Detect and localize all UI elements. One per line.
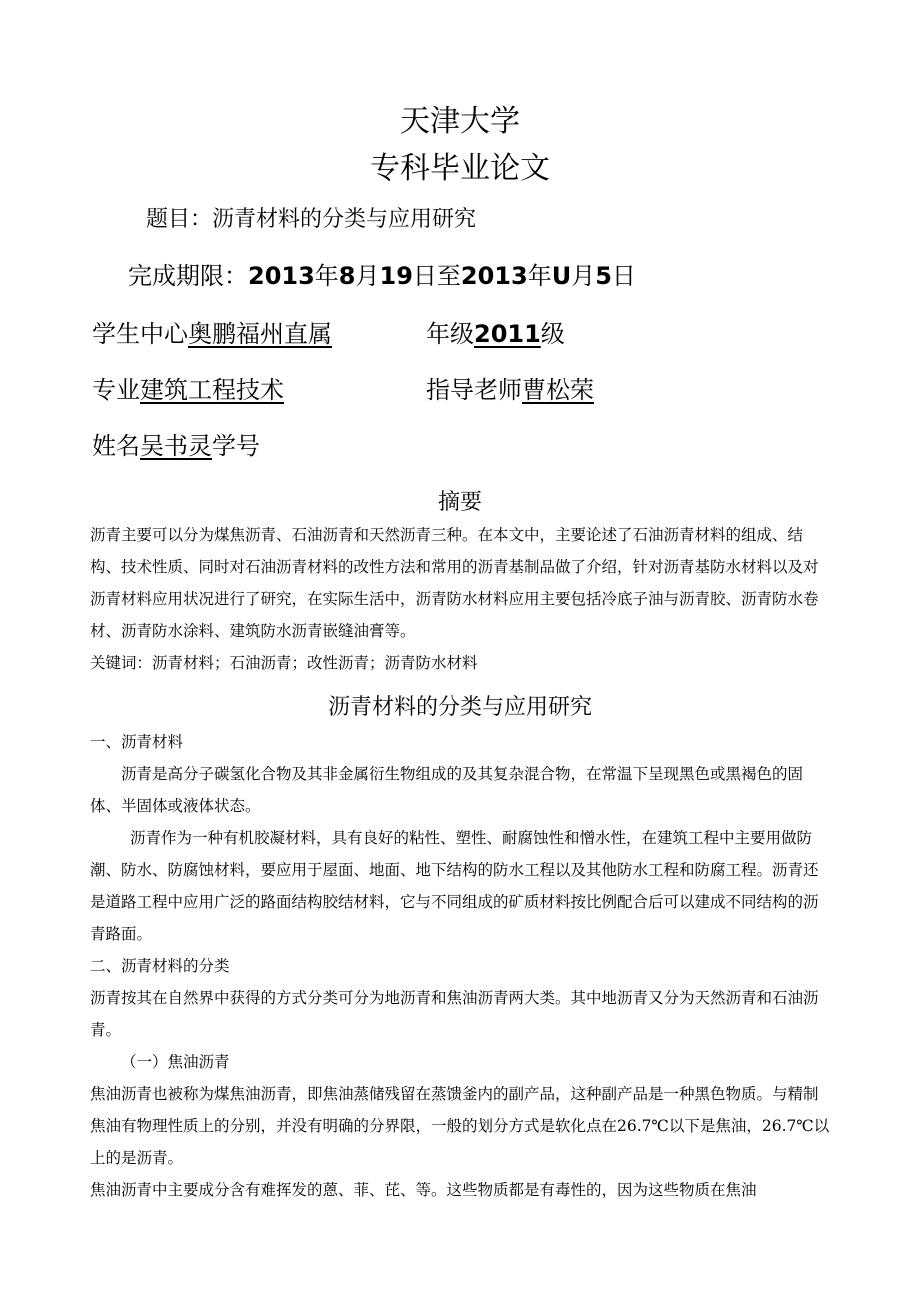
period-text: 月 [355,262,380,290]
period-end-year: 2013 [460,262,528,290]
subsection-1-title: （一）焦油沥青 [121,1053,230,1071]
abstract-text: 沥青主要可以分为煤焦沥青、石油沥青和天然沥青三种。在本文中，主要论述了石油沥青材料的组成、结构、技术性质、同时对石油沥青材料的改性方法和常用的沥青基制品做了介绍，针对沥青基防水材料以及对沥青材料应用状况进行了研究，在实际生活中，沥青防水材料应用主要包括冷底子油与沥青胶、沥青防水卷材、沥青防水涂料、建筑防水沥青嵌缝油膏等。 [90,526,819,640]
period-label: 完成期限： [128,262,248,290]
grade-label: 年级 [426,320,474,348]
period-text: 日 [611,262,636,290]
major-value: 建筑工程技术 [140,376,284,404]
student-center-line [92,314,332,349]
subject-line [146,202,476,233]
section-2-paragraph-1: 沥青按其在自然界中获得的方式分类可分为地沥青和焦油沥青两大类。其中地沥青又分为天然沥青和石油沥青。 [90,989,819,1039]
thesis-type-title: 专科毕业论文 [370,151,550,186]
subject-value: 沥青材料的分类与应用研究 [212,207,477,232]
student-id-label: 学号 [212,432,260,460]
section-1-paragraph-1: 沥青是高分子碳氢化合物及其非金属衍生物组成的及其复杂混合物，在常温下呈现黑色或黑褐色的固体、半固体或液体状态。 [90,765,804,815]
period-text: 月 [571,262,596,290]
major-line [92,370,284,405]
period-start-month: 8 [338,262,356,290]
section-2-paragraph-3: 焦油沥青中主要成分含有难挥发的蒽、菲、芘、等。这些物质都是有毒性的，因为这些物质在焦油 [90,1181,757,1199]
major-label: 专业 [92,376,140,404]
period-end-month: U [551,262,572,290]
section-1-title: 一、沥青材料 [90,733,184,751]
abstract-section [90,519,830,679]
advisor-label: 指导老师 [426,376,522,404]
period-text: 年 [314,262,339,290]
grade-line [426,314,565,349]
university-title: 天津大学 [400,104,520,139]
advisor-line [426,370,594,405]
period-start-day: 19 [379,262,413,290]
name-value: 吴书灵 [140,432,212,460]
body-title: 沥青材料的分类与应用研究 [327,695,592,720]
grade-value: 2011 [474,320,541,348]
name-label: 姓名 [92,432,140,460]
advisor-value: 曹松荣 [522,376,594,404]
period-end-day: 5 [595,262,612,290]
grade-suffix: 级 [540,320,565,348]
section-1-paragraph-2: 沥青作为一种有机胶凝材料，具有良好的粘性、塑性、耐腐蚀性和憎水性，在建筑工程中主要用做防潮、防水、防腐蚀材料，要应用于屋面、地面、地下结构的防水工程以及其他防水工程和防腐工程。沥青还是道路工程中应用广泛的路面结构胶结材料，它与不同组成的矿质材料按比例配合后可以建成不同结构的沥青路面。 [90,829,819,943]
body-section [90,726,830,1206]
period-text: 年 [527,262,552,290]
center-value: 奥鹏福州直属 [188,320,332,348]
name-line [92,426,260,461]
center-label: 学生中心 [92,320,188,348]
section-2-title: 二、沥青材料的分类 [90,957,230,975]
completion-period [128,256,636,291]
section-2-paragraph-2: 焦油沥青也被称为煤焦油沥青，即焦油蒸储残留在蒸馈釜内的副产品，这种副产品是一种黑色物质。与精制焦油有物理性质上的分别，并没有明确的分界限，一般的划分方式是软化点在26.7℃以下是焦油，26.7℃以上的是沥青。 [90,1085,830,1167]
period-text: 日至 [412,262,461,290]
abstract-title: 摘要 [437,490,482,515]
period-start-year: 2013 [248,262,315,290]
subject-label: 题目： [146,207,213,232]
keywords: 关键词：沥青材料；石油沥青；改性沥青；沥青防水材料 [90,654,478,672]
